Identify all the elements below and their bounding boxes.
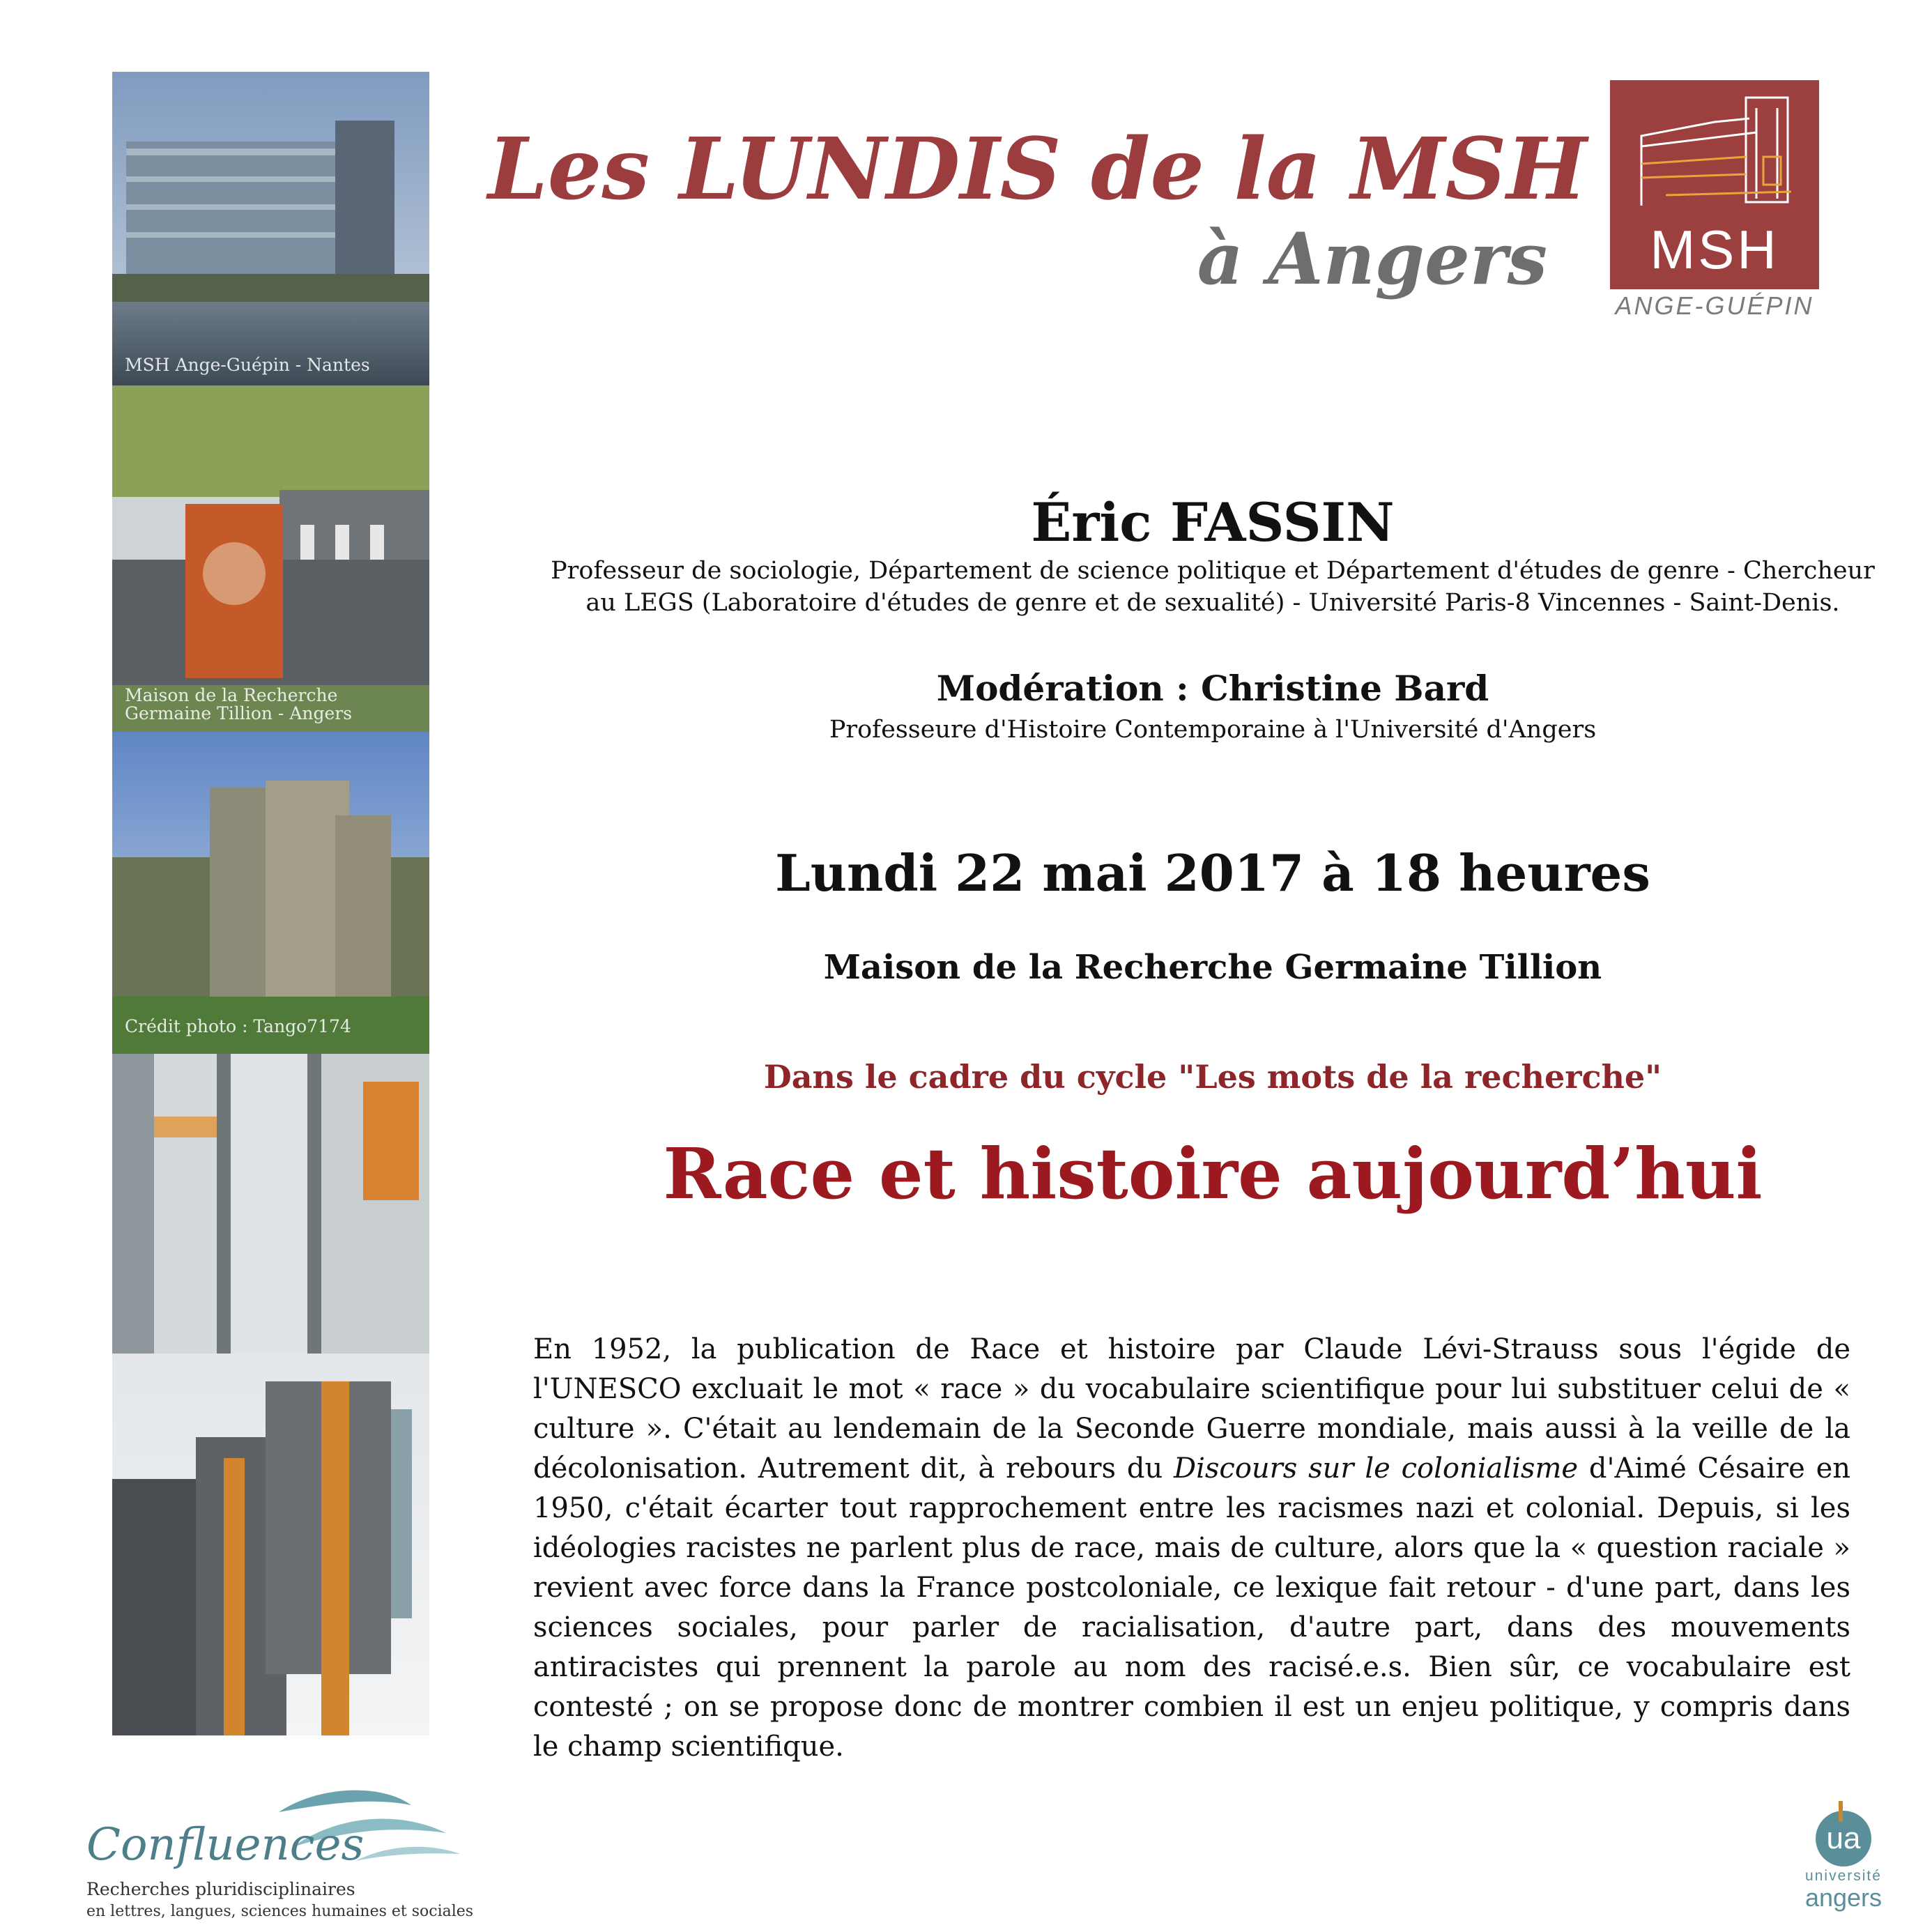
event-cycle: Dans le cadre du cycle "Les mots de la recherche" — [763, 1058, 1662, 1096]
photo-maison-recherche — [112, 385, 429, 732]
building-photo-icon — [112, 72, 429, 385]
building-photo-icon — [112, 385, 429, 732]
moderation-role: Professeure d'Histoire Contemporaine à l'Université d'Angers — [829, 716, 1597, 744]
speaker-name: Éric FASSIN — [1031, 491, 1395, 553]
event-datetime: Lundi 22 mai 2017 à 18 heures — [775, 843, 1650, 903]
tower-photo-icon — [112, 1354, 429, 1735]
confluences-name: Confluences — [86, 1819, 365, 1871]
photo-tower — [112, 1354, 429, 1735]
speaker-role — [488, 555, 1932, 619]
abstract-text: d'Aimé Césaire en 1950, c'était écarter tout rapprochement entre les racismes nazi et colonial. Depuis, si les idéologies racistes ne parlent plus de race, mais de culture, alors que la « question raciale » revient avec force dans la France postcoloniale, ce lexique fait retour - d'une part, dans les sciences sociales, pour parler de racialisation, d'autre part, dans des mouvements antiracistes qui prennent la parole au nom des racisé.e.s. Bien sûr, ce vocabulaire est contesté ; on se propose donc de montrer combien il est un enjeu politique, y compris dans le champ scientifique. — [533, 1452, 1851, 1763]
confluences-line1: Recherches pluridisciplinaires — [86, 1879, 355, 1899]
ua-word-universite: université — [1805, 1868, 1882, 1884]
confluences-line2: en lettres, langues, sciences humaines et sociales — [86, 1903, 474, 1920]
ua-mark: ua — [1826, 1821, 1861, 1855]
ua-word-angers: angers — [1804, 1883, 1883, 1912]
photo-caption: Maison de la Recherche Germaine Tillion - Angers — [125, 685, 353, 723]
facade-photo-icon — [112, 1054, 429, 1354]
confluences-logo — [77, 1784, 495, 1931]
photo-facade-glass — [112, 1054, 429, 1354]
series-subtitle: à Angers — [1197, 217, 1547, 301]
speaker-role-line: Professeur de sociologie, Département de science politique et Département d'études de genre - Chercheur — [551, 557, 1875, 585]
event-venue: Maison de la Recherche Germaine Tillion — [823, 948, 1602, 987]
msh-logo — [1610, 80, 1819, 289]
photo-chateau-angers — [112, 732, 429, 1054]
castle-photo-icon — [112, 732, 429, 1054]
photo-caption: MSH Ange-Guépin - Nantes — [125, 355, 370, 375]
abstract-italic: Discours sur le colonialisme — [1174, 1452, 1579, 1485]
ua-mark-icon — [1791, 1798, 1896, 1868]
abstract-text: En 1952, la publication de Race et histoire par Claude Lévi-Strauss sous l'égide de l'UNESCO excluait le mot « race » du vocabulaire scientifique pour lui substituer celui de « culture ». C'était au lendemain de la Seconde Guerre mondiale, mais aussi à la veille de la décolonisation. Autrement dit, à rebours du — [533, 1333, 1850, 1485]
abstract-paragraph — [533, 1330, 1850, 1767]
msh-subtitle: ANGE-GUÉPIN — [1615, 291, 1814, 320]
speaker-role-line: au LEGS (Laboratoire d'études de genre et de sexualité) - Université Paris-8 Vincennes - Saint-Denis. — [585, 589, 1840, 617]
building-outline-icon — [1610, 80, 1819, 220]
series-title: Les LUNDIS de la MSH — [488, 118, 1587, 219]
photo-caption: Crédit photo : Tango7174 — [125, 1016, 351, 1036]
photo-msh-nantes — [112, 72, 429, 385]
msh-letters: MSH — [1650, 219, 1779, 280]
ua-logo — [1791, 1798, 1896, 1924]
moderation-label: Modération : Christine Bard — [936, 668, 1489, 709]
talk-title: Race et histoire aujourd’hui — [663, 1133, 1763, 1215]
